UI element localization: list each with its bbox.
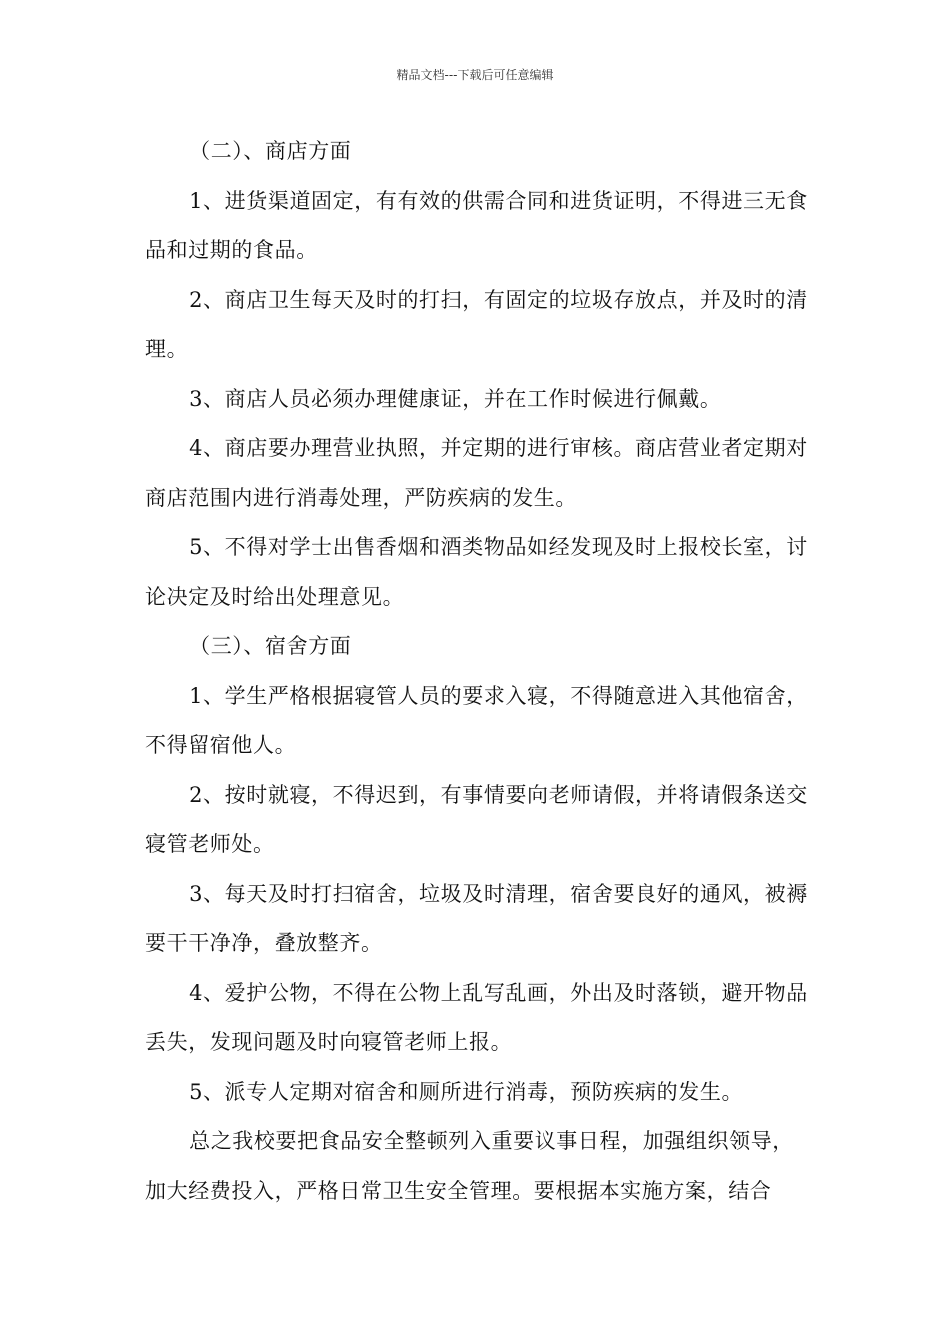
paragraph: 2、商店卫生每天及时的打扫，有固定的垃圾存放点，并及时的清理。 <box>145 287 808 361</box>
page-header: 精品文档---下载后可任意编辑 <box>396 68 554 82</box>
paragraph: 3、商店人员必须办理健康证，并在工作时候进行佩戴。 <box>189 386 722 411</box>
paragraph: 4、爱护公物，不得在公物上乱写乱画，外出及时落锁，避开物品丢失，发现问题及时向寝管老师上报。 <box>145 980 808 1054</box>
paragraph: 1、学生严格根据寝管人员的要求入寝，不得随意进入其他宿舍，不得留宿他人。 <box>145 683 808 757</box>
paragraph: 3、每天及时打扫宿舍，垃圾及时清理，宿舍要良好的通风，被褥要干干净净，叠放整齐。 <box>145 881 808 955</box>
paragraph: 2、按时就寝，不得迟到，有事情要向老师请假，并将请假条送交寝管老师处。 <box>145 782 808 856</box>
section-heading-shop: （二）、商店方面 <box>189 139 352 163</box>
document-body <box>145 127 810 1216</box>
paragraph: 4、商店要办理营业执照，并定期的进行审核。商店营业者定期对商店范围内进行消毒处理，严防疾病的发生。 <box>145 436 808 510</box>
paragraph: 5、派专人定期对宿舍和厕所进行消毒，预防疾病的发生。 <box>189 1079 744 1104</box>
section-heading-dorm: （三）、宿舍方面 <box>189 634 352 658</box>
paragraph: 5、不得对学士出售香烟和酒类物品如经发现及时上报校长室，讨论决定及时给出处理意见。 <box>145 535 808 609</box>
paragraph: 总之我校要把食品安全整顿列入重要议事日程，加强组织领导，加大经费投入，严格日常卫生安全管理。要根据本实施方案，结合 <box>145 1129 794 1203</box>
paragraph: 1、进货渠道固定，有有效的供需合同和进货证明，不得进三无食品和过期的食品。 <box>145 188 808 262</box>
